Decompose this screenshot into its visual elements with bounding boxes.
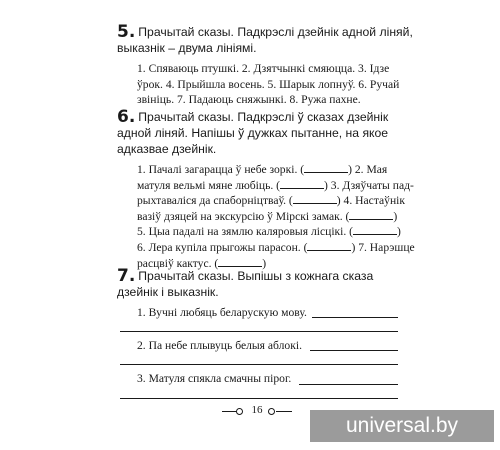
exercise-6 xyxy=(117,109,417,271)
answer-line[interactable] xyxy=(120,331,398,332)
exercise-6-line: 6. Лера купіла прыгожы парасон. ( ) 7. Нарэшце xyxy=(137,240,415,254)
ornament-circle xyxy=(236,408,243,415)
ornament-circle xyxy=(268,408,275,415)
exercise-5-number: 5. xyxy=(117,22,136,42)
exercise-5-line: звініць. 7. Падаюць сняжынкі. 8. Ружа пахне. xyxy=(137,93,361,107)
exercise-7-instruction xyxy=(117,268,417,300)
exercise-6-instruction xyxy=(117,109,417,157)
answer-blank[interactable] xyxy=(349,209,393,220)
exercise-7-sentence: 3. Матуля спякла смачны пірог. xyxy=(137,372,292,385)
exercise-6-line: 5. Цыа падалі на зямлю каляровыя лісцікі. ( ) xyxy=(137,225,401,239)
answer-line[interactable] xyxy=(312,317,398,318)
answer-line[interactable] xyxy=(120,398,398,399)
exercise-6-line: вазіў дзяцей на экскурсію ў Мірскі замак. ( ) xyxy=(137,209,398,223)
exercise-5-sentences xyxy=(117,61,417,108)
exercise-7 xyxy=(117,268,417,300)
page-number: 16 xyxy=(251,404,263,416)
answer-blank[interactable] xyxy=(307,240,351,251)
answer-blank[interactable] xyxy=(304,162,348,173)
exercise-7-number: 7. xyxy=(117,266,136,286)
exercise-5-instruction xyxy=(117,24,417,56)
exercise-6-text: Прачытай сказы. Падкрэслі ў сказах дзейнік адной ліняй. Напішы ў дужках пытанне, на якое адказвае дзейнік. xyxy=(117,110,389,156)
answer-blank[interactable] xyxy=(293,193,337,204)
answer-line[interactable] xyxy=(310,350,398,351)
exercise-6-line: матуля вельмі мяне любіць. ( ) 3. Дзяўчаты пад- xyxy=(137,178,414,192)
exercise-6-sentences xyxy=(117,162,417,271)
exercise-5-line: ўрок. 4. Прыйшла восень. 5. Шарык лопнуў. 6. Ручай xyxy=(137,77,400,91)
exercise-7-sentence: 1. Вучні любяць беларускую мову. xyxy=(137,306,307,319)
watermark: universal.by xyxy=(310,410,494,442)
answer-blank[interactable] xyxy=(280,178,324,189)
exercise-5 xyxy=(117,24,417,108)
exercise-6-line: 1. Пачалі загарацца ў небе зоркі. ( ) 2. Мая xyxy=(137,163,388,176)
exercise-6-number: 6. xyxy=(117,107,136,127)
exercise-5-line: 1. Спяваюць птушкі. 2. Дзятчынкі смяюцца. 3. Ідзе xyxy=(137,62,390,75)
exercise-7-sentence: 2. Па небе плывуць белыя аблокі. xyxy=(137,339,302,352)
exercise-5-text: Прачытай сказы. Падкрэслі дзейнік адной ліняй, выказнік – двума лініямі. xyxy=(117,25,413,55)
exercise-6-line: рыхтаваліся да спаборніцтваў. ( ) 4. Настаўнік xyxy=(137,194,406,208)
answer-line[interactable] xyxy=(299,384,398,385)
exercise-7-text: Прачытай сказы. Выпішы з кожнага сказа дзейнік і выказнік. xyxy=(117,269,374,299)
page-number-ornament xyxy=(222,404,292,420)
answer-blank[interactable] xyxy=(353,224,397,235)
answer-line[interactable] xyxy=(120,364,398,365)
answer-blank[interactable] xyxy=(218,256,262,267)
ornament-line xyxy=(276,411,292,412)
exercise-6-line: расцвіў кактус. ( ) xyxy=(137,256,267,270)
